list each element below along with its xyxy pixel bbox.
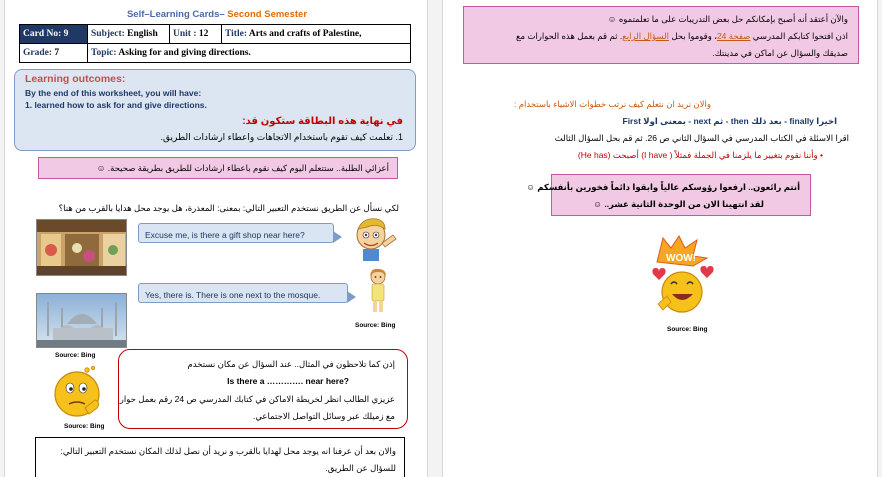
redbox-line-2: Is there a …………. near here? — [227, 376, 349, 386]
subject-cell — [88, 25, 170, 44]
thinking-emoji — [49, 364, 109, 420]
outcomes-arabic-heading: في نهاية هذه البطاقة ستكون قد: — [242, 116, 403, 127]
sequence-exercise: اقرا الاسئلة في الكتاب المدرسي في السؤال الثاني ص 26. ثم قم بحل السؤال الثالث — [554, 133, 849, 143]
header-title-text: Self–Learning Cards– — [126, 9, 225, 20]
unit-label: Unit : — [173, 29, 197, 39]
source-wow: Source: Bing — [667, 326, 708, 333]
dialogue-instruction-box — [118, 349, 408, 429]
topic-label: Topic: — [91, 48, 117, 58]
wow-emoji — [649, 234, 715, 318]
congrats-line-1: أنتم رائعون.. ارفعوا رؤوسكم عالياً وابقوا دائماً فخورين بأنفسكم ☺ — [526, 182, 800, 192]
source-girl: Source: Bing — [355, 322, 396, 329]
directions-intro-box — [35, 437, 405, 477]
card-no-value: 9 — [63, 29, 69, 39]
topic-value: Asking for and giving directions. — [118, 48, 251, 58]
bottombox-line-1: والان بعد أن عرفنا انه يوجد محل لهدايا بالقرب و نريد أن نصل لذلك المكان نستخدم التعبير التالي: — [60, 446, 396, 456]
title-label: Title: — [225, 29, 247, 39]
mosque-photo — [36, 293, 127, 348]
title-cell — [222, 25, 411, 44]
card-info-table — [19, 24, 411, 63]
sequence-intro: والان نريد ان نتعلم كيف نرتب خطوات الاشياء باستخدام : — [513, 99, 711, 109]
source-emoji: Source: Bing — [64, 423, 105, 430]
gift-shop-photo — [36, 219, 127, 276]
sequence-words: First بمعنى اولا - next ثم - then بعد ذلك - finally اخيرا — [622, 116, 837, 126]
asking-instruction: لكي نسأل عن الطريق نستخدم التعبير التالي: بمعنى: المعذرة، هل يوجد محل هدايا بالقرب من هنا؟ — [58, 203, 399, 213]
exercise-note-2c: ، وقوموا بحل — [671, 31, 717, 41]
card-no-label: Card No: — [23, 29, 62, 39]
grade-cell — [20, 44, 88, 63]
outcomes-arabic-item: 1. تعلمت كيف تقوم باستخدام الاتجاهات واعطاء ارشادات الطريق. — [160, 132, 403, 142]
grade-label: Grade: — [23, 48, 53, 58]
student-note-text: أعزائي الطلبة.. ستتعلم اليوم كيف نقوم باعطاء ارشادات للطريق بطريقة صحيحة. ☺ — [96, 163, 389, 173]
topic-cell — [88, 44, 411, 63]
speech-bubble-answer-text: Yes, there is. There is one next to the mosque. — [145, 290, 321, 300]
left-page — [4, 0, 428, 477]
exercise-note-line-3: صديقك والسؤال عن اماكن في مدينتك. — [712, 48, 848, 58]
congrats-box — [526, 174, 811, 216]
bottombox-line-2: للسؤال عن الطريق. — [325, 463, 396, 473]
speech-bubble-question-text: Excuse me, is there a gift shop near here? — [145, 230, 305, 240]
outcomes-line-2: 1. learned how to ask for and give directions. — [25, 100, 207, 110]
redbox-line-3: عزيزي الطالب انظر لخريطة الاماكن في كتابك المدرسي ص 24 رقم بعمل حوار — [119, 394, 395, 404]
speech-bubble-question — [138, 223, 334, 243]
grammar-note-text: • وأننا نقوم بتغيير ما يلزمنا في الجملة فمثلاً ( I have) أصبحت (He has) — [577, 150, 823, 160]
card-no-cell — [20, 25, 88, 44]
boy-clipart — [349, 213, 399, 263]
subject-label: Subject: — [91, 29, 125, 39]
header-semester: Second Semester — [227, 9, 308, 20]
learning-outcomes-box — [14, 69, 416, 151]
grade-value: 7 — [54, 48, 60, 58]
outcomes-line-1: By the end of this worksheet, you will have: — [25, 88, 202, 98]
exercise-note-question: السؤال الرابع — [622, 31, 669, 41]
source-mosque: Source: Bing — [55, 352, 96, 359]
exercise-note-box — [463, 6, 859, 64]
outcomes-title: Learning outcomes: — [25, 73, 126, 85]
girl-clipart — [363, 268, 393, 313]
unit-cell — [170, 25, 222, 44]
exercise-note-line-2 — [516, 31, 848, 42]
title-value: Arts and crafts of Palestine, — [248, 29, 362, 39]
congrats-line-2: لقد انتهينا الان من الوحدة الثانية عشر.. ☺ — [593, 199, 764, 209]
exercise-note-line-1: والآن أعتقد أنه أصبح بإمكانكم حل بعض التدريبات على ما تعلمتموه ☺ — [607, 14, 848, 24]
student-note-box — [38, 157, 398, 179]
redbox-line-4: مع زميلك عبر وسائل التواصل الاجتماعي. — [252, 411, 395, 421]
unit-value: 12 — [198, 29, 209, 39]
right-page — [442, 0, 878, 477]
speech-bubble-answer — [138, 283, 348, 303]
wow-text: WOW! — [666, 253, 696, 264]
exercise-note-2e: . ثم قم بعمل هذه الحوارات مع — [516, 31, 623, 41]
redbox-line-1: إذن كما تلاحظون في المثال.. عند السؤال عن مكان نستخدم — [187, 359, 395, 369]
subject-value: English — [127, 29, 158, 39]
exercise-note-2a: اذن افتحوا كتابكم المدرسي — [752, 31, 848, 41]
grammar-note — [578, 150, 823, 161]
exercise-note-page: صفحة 24 — [716, 31, 751, 41]
header-title — [5, 9, 428, 20]
